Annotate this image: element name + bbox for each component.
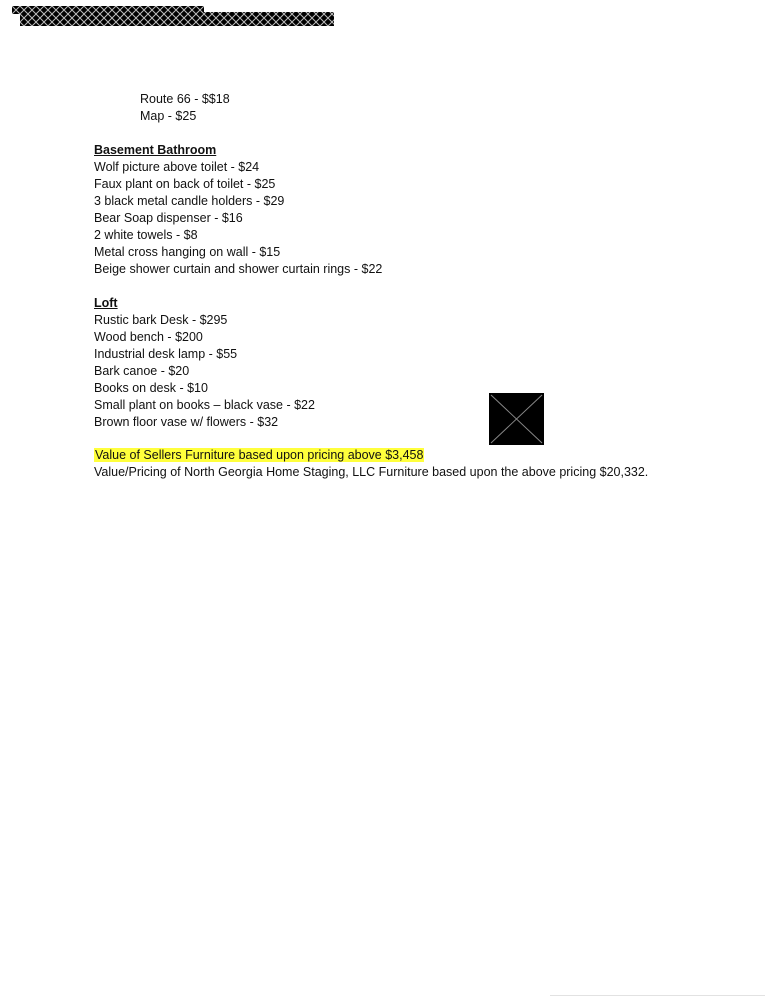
list-item: 2 white towels - $8 — [94, 228, 198, 242]
scan-edge-line — [550, 995, 765, 996]
list-item: Small plant on books – black vase - $22 — [94, 398, 315, 412]
list-item: Rustic bark Desk - $295 — [94, 313, 228, 327]
list-item: Wolf picture above toilet - $24 — [94, 160, 260, 174]
list-item: Bark canoe - $20 — [94, 364, 190, 378]
list-item: Books on desk - $10 — [94, 381, 208, 395]
highlighted-text: Value of Sellers Furniture based upon pricing above $3,458 — [95, 448, 424, 462]
section-heading-basement-bathroom: Basement Bathroom — [94, 143, 217, 157]
list-item: Brown floor vase w/ flowers - $32 — [94, 415, 279, 429]
x-box-icon — [489, 393, 544, 445]
list-item: Industrial desk lamp - $55 — [94, 347, 238, 361]
list-item: Bear Soap dispenser - $16 — [94, 211, 243, 225]
staging-value-line: Value/Pricing of North Georgia Home Staging, LLC Furniture based upon the above pricing $20,332. — [94, 465, 649, 479]
list-item: Map - $25 — [140, 109, 197, 123]
list-item: Route 66 - $$18 — [140, 92, 230, 106]
redaction-bar — [12, 6, 334, 26]
list-item: Faux plant on back of toilet - $25 — [94, 177, 276, 191]
list-item: Beige shower curtain and shower curtain rings - $22 — [94, 262, 383, 276]
list-item: Metal cross hanging on wall - $15 — [94, 245, 281, 259]
list-item: 3 black metal candle holders - $29 — [94, 194, 285, 208]
sellers-value-line — [94, 447, 424, 464]
section-heading-loft: Loft — [94, 296, 118, 310]
list-item: Wood bench - $200 — [94, 330, 203, 344]
